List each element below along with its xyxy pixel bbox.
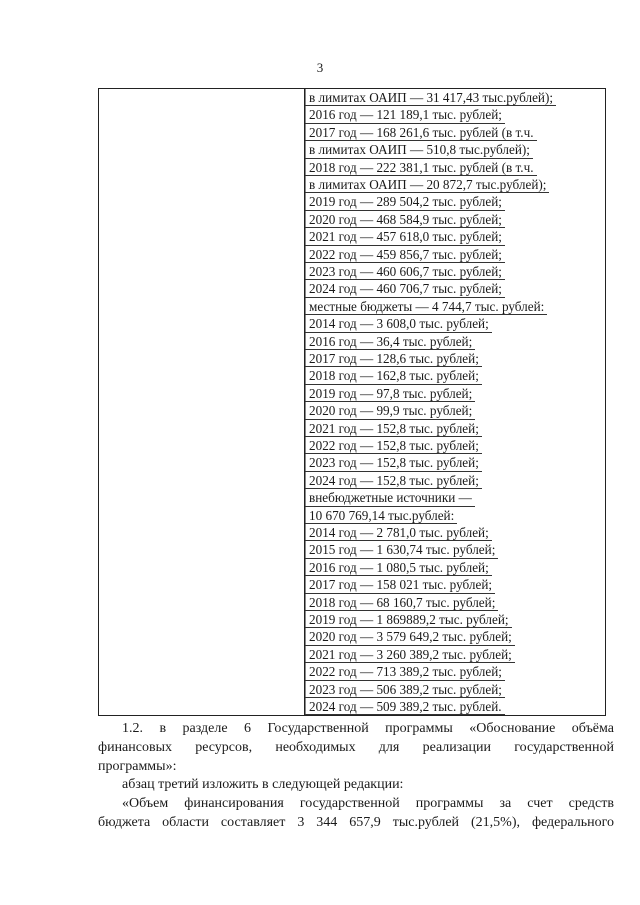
table-line-text: местные бюджеты — 4 744,7 тыс. рублей: (305, 298, 547, 315)
table-line-text: 2020 год — 3 579 649,2 тыс. рублей; (305, 628, 515, 645)
table-line (305, 385, 605, 402)
table-line-text: 2021 год — 457 618,0 тыс. рублей; (305, 228, 505, 245)
table-line (305, 298, 605, 315)
table-left-column (99, 89, 305, 715)
table-line-text: 2019 год — 97,8 тыс. рублей; (305, 385, 475, 402)
paragraph-3-line-2: бюджета области составляет 3 344 657,9 тыс.рублей (21,5%), федерального (98, 814, 614, 830)
table-line (305, 576, 605, 593)
table-line (305, 106, 605, 123)
table-line (305, 524, 605, 541)
table-line-text: 2022 год — 713 389,2 тыс. рублей; (305, 663, 505, 680)
table-line-text: 2024 год — 509 389,2 тыс. рублей. (305, 698, 505, 715)
table-line-text: 2014 год — 3 608,0 тыс. рублей; (305, 315, 492, 332)
table-line-text: 2017 год — 168 261,6 тыс. рублей (в т.ч. (305, 124, 537, 141)
table-line-text: 2020 год — 468 584,9 тыс. рублей; (305, 211, 505, 228)
paragraph-1-line-2: финансовых ресурсов, необходимых для реализации государственной (98, 739, 614, 755)
table-line-text: 2018 год — 162,8 тыс. рублей; (305, 367, 482, 384)
financing-table (98, 88, 606, 716)
table-line (305, 89, 605, 106)
paragraph-1-line-1: 1.2. в разделе 6 Государственной программы «Обоснование объёма (122, 721, 614, 736)
table-right-column (305, 89, 605, 715)
table-line (305, 124, 605, 141)
table-line-text: внебюджетные источники — (305, 489, 475, 506)
table-line-text: в лимитах ОАИП — 510,8 тыс.рублей); (305, 141, 533, 158)
table-line (305, 454, 605, 471)
table-line-text: 2016 год — 36,4 тыс. рублей; (305, 333, 475, 350)
table-line (305, 698, 605, 715)
table-line-text: 2019 год — 289 504,2 тыс. рублей; (305, 193, 505, 210)
table-line-text: 2017 год — 158 021 тыс. рублей; (305, 576, 495, 593)
table-line-text: 10 670 769,14 тыс.рублей: (305, 507, 457, 524)
table-line-text: 2023 год — 506 389,2 тыс. рублей; (305, 681, 505, 698)
table-line (305, 367, 605, 384)
table-line-text: 2024 год — 460 706,7 тыс. рублей; (305, 280, 505, 297)
table-line-text: в лимитах ОАИП — 31 417,43 тыс.рублей); (305, 89, 556, 106)
table-line-text: 2022 год — 459 856,7 тыс. рублей; (305, 246, 505, 263)
table-line-text: в лимитах ОАИП — 20 872,7 тыс.рублей); (305, 176, 549, 193)
table-line (305, 489, 605, 506)
table-line (305, 228, 605, 245)
table-line-text: 2017 год — 128,6 тыс. рублей; (305, 350, 482, 367)
table-line (305, 333, 605, 350)
table-line-text: 2020 год — 99,9 тыс. рублей; (305, 402, 475, 419)
table-line-text: 2024 год — 152,8 тыс. рублей; (305, 472, 482, 489)
table-line (305, 159, 605, 176)
table-line (305, 611, 605, 628)
table-line (305, 507, 605, 524)
table-line (305, 211, 605, 228)
table-line (305, 628, 605, 645)
table-line (305, 681, 605, 698)
table-line (305, 420, 605, 437)
page-number: 3 (316, 60, 324, 75)
table-line (305, 437, 605, 454)
table-line (305, 472, 605, 489)
table-line (305, 246, 605, 263)
table-line-text: 2015 год — 1 630,74 тыс. рублей; (305, 541, 498, 558)
table-line (305, 559, 605, 576)
table-line-text: 2023 год — 460 606,7 тыс. рублей; (305, 263, 505, 280)
table-line (305, 350, 605, 367)
table-line-text: 2016 год — 1 080,5 тыс. рублей; (305, 559, 492, 576)
table-line (305, 594, 605, 611)
table-line-text: 2023 год — 152,8 тыс. рублей; (305, 454, 482, 471)
table-line (305, 176, 605, 193)
table-line-underline (305, 714, 505, 715)
document-body (98, 720, 614, 833)
table-line (305, 141, 605, 158)
table-line-text: 2019 год — 1 869889,2 тыс. рублей; (305, 611, 512, 628)
table-line-text: 2018 год — 222 381,1 тыс. рублей (в т.ч. (305, 159, 537, 176)
table-line (305, 646, 605, 663)
paragraph-2: абзац третий изложить в следующей редакции: (122, 777, 404, 793)
table-line-text: 2022 год — 152,8 тыс. рублей; (305, 437, 482, 454)
table-line-text: 2021 год — 3 260 389,2 тыс. рублей; (305, 646, 515, 663)
table-line (305, 541, 605, 558)
table-line-text: 2016 год — 121 189,1 тыс. рублей; (305, 106, 505, 123)
table-line-text: 2018 год — 68 160,7 тыс. рублей; (305, 594, 498, 611)
table-line (305, 280, 605, 297)
table-line (305, 263, 605, 280)
table-line-text: 2014 год — 2 781,0 тыс. рублей; (305, 524, 492, 541)
table-line-text: 2021 год — 152,8 тыс. рублей; (305, 420, 482, 437)
paragraph-3-line-1: «Объем финансирования государственной программы за счет средств (122, 796, 614, 812)
table-line (305, 663, 605, 680)
table-line (305, 315, 605, 332)
paragraph-1-line-3: программы»: (98, 758, 177, 774)
table-line (305, 402, 605, 419)
table-line (305, 193, 605, 210)
